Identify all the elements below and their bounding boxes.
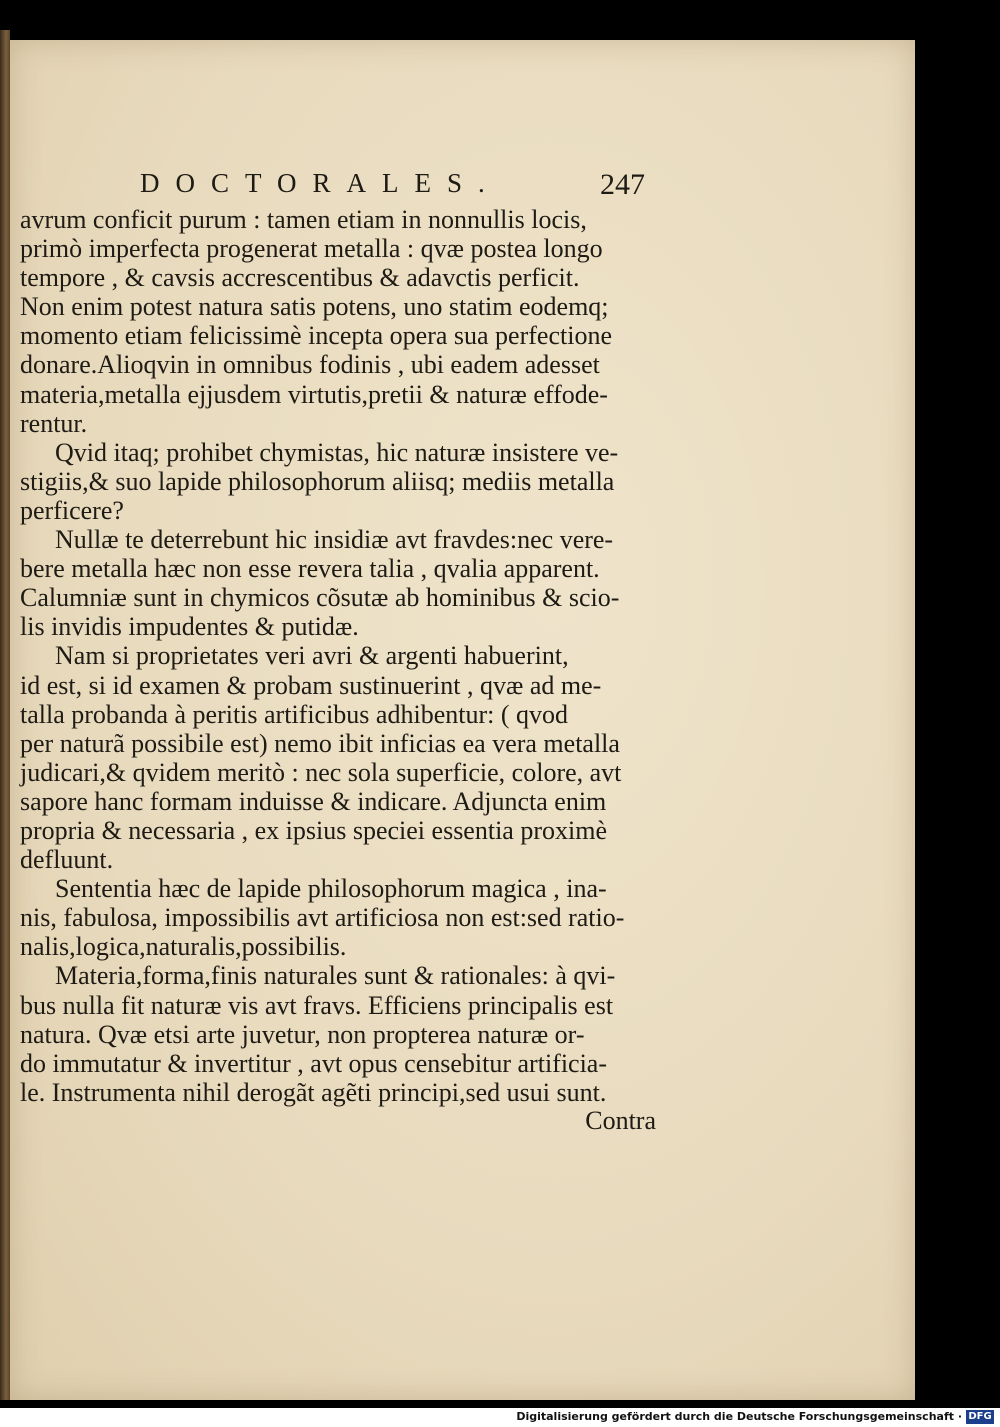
- text-line: nis, fabulosa, impossibilis avt artificiosa non est:sed ratio-: [20, 903, 625, 933]
- text-line: do immutatur & invertitur , avt opus censebitur artificia-: [20, 1048, 608, 1078]
- dfg-logo[interactable]: DFG: [966, 1410, 994, 1424]
- running-head: DOCTORALES.: [140, 168, 501, 198]
- text-line: id est, si id examen & probam sustinuerint , qvæ ad me-: [20, 670, 602, 700]
- text-line: nalis,logica,naturalis,possibilis.: [20, 932, 347, 962]
- text-line: le. Instrumenta nihil derogãt agẽti principi,sed usui sunt.: [20, 1077, 607, 1107]
- footer-credit: Digitalisierung gefördert durch die Deutsche Forschungsgemeinschaft ·: [516, 1410, 962, 1423]
- body-text: [20, 205, 660, 1107]
- text-line: bere metalla hæc non esse revera talia , qvalia apparent.: [20, 554, 600, 584]
- text-line: lis invidis impudentes & putidæ.: [20, 612, 359, 642]
- text-line: Materia,forma,finis naturales sunt & rationales: à qvi-: [55, 961, 616, 991]
- text-line: tempore , & cavsis accrescentibus & adavctis perficit.: [20, 263, 580, 293]
- text-line: Calumniæ sunt in chymicos cõsutæ ab hominibus & scio-: [20, 583, 620, 613]
- text-line: Sententia hæc de lapide philosophorum magica , ina-: [55, 874, 607, 904]
- text-line: judicari,& qvidem meritò : nec sola superficie, colore, avt: [20, 757, 622, 787]
- footer-bar: [0, 1408, 1000, 1427]
- text-line: defluunt.: [20, 845, 114, 875]
- text-line: talla probanda à peritis artificibus adhibentur: ( qvod: [20, 699, 568, 729]
- text-line: perficere?: [20, 495, 124, 525]
- text-line: rentur.: [20, 408, 88, 438]
- text-line: Non enim potest natura satis potens, uno statim eodemq;: [20, 292, 609, 322]
- catchword: Contra: [585, 1106, 656, 1135]
- text-line: Nullæ te deterrebunt hic insidiæ avt fravdes:nec vere-: [55, 525, 614, 555]
- text-line: Qvid itaq; prohibet chymistas, hic naturæ insistere ve-: [55, 437, 619, 467]
- text-line: bus nulla fit naturæ vis avt fravs. Efficiens principalis est: [20, 990, 614, 1020]
- text-line: primò imperfecta progenerat metalla : qvæ postea longo: [20, 234, 603, 264]
- text-line: momento etiam felicissimè incepta opera sua perfectione: [20, 321, 612, 351]
- text-line: Nam si proprietates veri avri & argenti habuerint,: [55, 641, 569, 671]
- text-line: natura. Qvæ etsi arte juvetur, non propterea naturæ or-: [20, 1019, 585, 1049]
- text-line: donare.Alioqvin in omnibus fodinis , ubi eadem adesset: [20, 350, 600, 380]
- text-line: materia,metalla ejjusdem virtutis,pretii & naturæ effode-: [20, 379, 608, 409]
- text-line: per naturã possibile est) nemo ibit inficias ea vera metalla: [20, 728, 620, 758]
- text-line: propria & necessaria , ex ipsius speciei essentia proximè: [20, 815, 607, 845]
- page-number: 247: [600, 168, 645, 201]
- text-line: stigiis,& suo lapide philosophorum aliisq; mediis metalla: [20, 466, 615, 496]
- text-line: avrum conficit purum : tamen etiam in nonnullis locis,: [20, 205, 587, 234]
- text-line: sapore hanc formam induisse & indicare. Adjuncta enim: [20, 786, 607, 816]
- book-spine-edge: [0, 30, 10, 1400]
